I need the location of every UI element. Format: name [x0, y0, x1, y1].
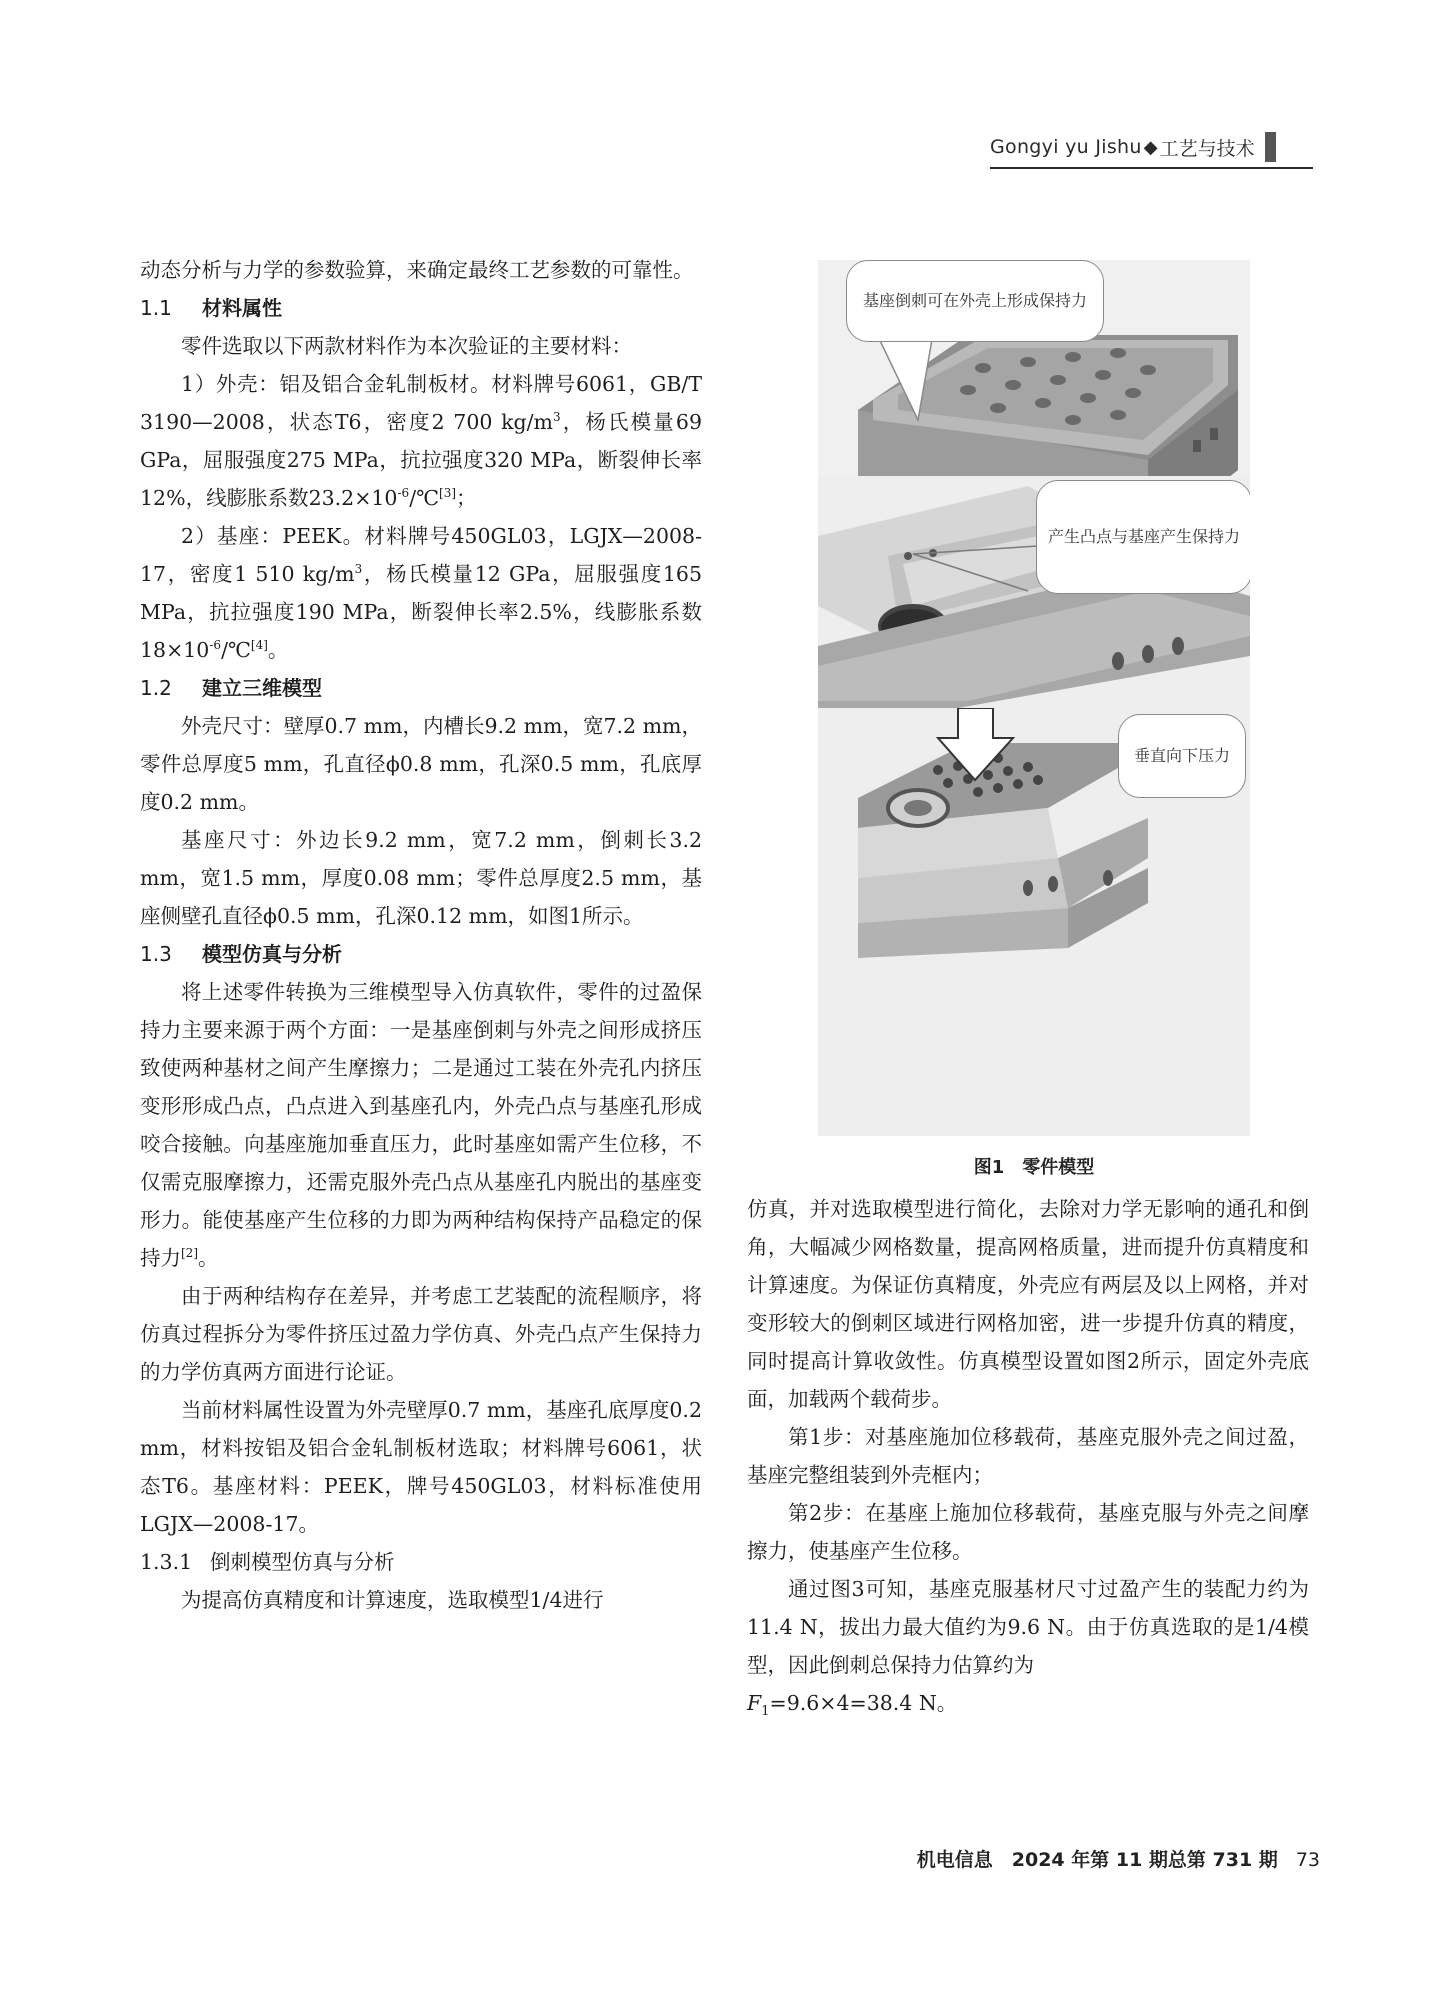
- callout-bump-force: 产生凸点与基座产生保持力: [1036, 480, 1250, 594]
- section-title: 材料属性: [202, 296, 282, 320]
- text: /℃: [221, 638, 251, 662]
- header-section: 工艺与技术: [1159, 137, 1255, 160]
- subscript: 1: [761, 1704, 770, 1720]
- force-symbol: F: [747, 1691, 762, 1715]
- superscript: 3: [354, 562, 363, 577]
- header-latin: Gongyi yu Jishu: [990, 136, 1142, 158]
- citation: [4]: [250, 638, 268, 653]
- page-number: 73: [1295, 1849, 1320, 1871]
- left-column: [140, 251, 702, 1619]
- running-header: [990, 127, 1302, 167]
- subsection-title: 倒刺模型仿真与分析: [210, 1550, 395, 1574]
- paragraph: 第1步：对基座施加位移载荷，基座克服外壳之间过盈，基座完整组装到外壳框内；: [747, 1425, 1309, 1487]
- paragraph: 仿真，并对选取模型进行简化，去除对力学无影响的通孔和倒角，大幅减少网格数量，提高网格质量，进而提升仿真精度和计算速度。为保证仿真精度，外壳应有两层及以上网格，并对变形较大的倒刺区域进行网格加密，进一步提升仿真的精度，同时提高计算收敛性。仿真模型设置如图2所示，固定外壳底面，加载两个载荷步。: [747, 1197, 1309, 1411]
- text: ；: [456, 486, 477, 510]
- paragraph: 通过图3可知，基座克服基材尺寸过盈产生的装配力约为11.4 N，拔出力最大值约为9.6 N。由于仿真选取的是1/4模型，因此倒刺总保持力估算约为: [747, 1577, 1309, 1677]
- callout-down-force: 垂直向下压力: [1118, 714, 1246, 798]
- superscript: -6: [397, 486, 410, 501]
- paragraph: 外壳尺寸：壁厚0.7 mm，内槽长9.2 mm，宽7.2 mm，零件总厚度5 mm，孔直径ϕ0.8 mm，孔深0.5 mm，孔底厚度0.2 mm。: [140, 714, 702, 814]
- text: 。: [267, 638, 289, 662]
- superscript: 3: [552, 410, 561, 425]
- section-heading: [140, 669, 702, 707]
- paragraph: 当前材料属性设置为外壳壁厚0.7 mm，基座孔底厚度0.2 mm，材料按铝及铝合金轧制板材选取；材料牌号6061，状态T6。基座材料：PEEK，牌号450GL03，材料标准使用LGJX—2008-17。: [140, 1398, 702, 1536]
- text: ，杨氏模量12 GPa，屈服强度165 MPa，抗拉强度190 MPa，断裂伸长率2.5%，线膨胀系数18×10: [140, 562, 702, 662]
- text: ，杨氏模量69 GPa，屈服强度275 MPa，抗拉强度320 MPa，断裂伸长率12%，线膨胀系数23.2×10: [140, 410, 703, 510]
- paragraph: 动态分析与力学的参数验算，来确定最终工艺参数的可靠性。: [140, 258, 694, 282]
- paragraph: 零件选取以下两款材料作为本次验证的主要材料：: [181, 334, 632, 358]
- citation: [2]: [181, 1246, 198, 1261]
- paragraph: [140, 517, 702, 669]
- paragraph: 第2步：在基座上施加位移载荷，基座克服与外壳之间摩擦力，使基座产生位移。: [747, 1501, 1309, 1563]
- header-rule: [990, 167, 1313, 169]
- subsection-heading: [140, 1543, 702, 1581]
- text: 1）外壳：铝及铝合金轧制板材。材料牌号6061，GB/T 3190—2008，状态T6，密度2 700 kg/m: [140, 372, 702, 434]
- header-bar-icon: [1265, 132, 1276, 162]
- callout-barb-force: 基座倒刺可在外壳上形成保持力: [846, 260, 1104, 342]
- paragraph: [140, 973, 702, 1277]
- right-column: [747, 1190, 1309, 1722]
- equation-text: =9.6×4=38.4 N。: [769, 1691, 958, 1715]
- figure-panel-bump: [818, 476, 1250, 708]
- page-footer: [880, 1845, 1320, 1872]
- section-title: 模型仿真与分析: [202, 942, 342, 966]
- text: 。: [198, 1246, 219, 1270]
- section-number: 1.2: [140, 676, 172, 700]
- paragraph: 由于两种结构存在差异，并考虑工艺装配的流程顺序，将仿真过程拆分为零件挤压过盈力学仿真、外壳凸点产生保持力的力学仿真两方面进行论证。: [140, 1284, 702, 1384]
- section-title: 建立三维模型: [202, 676, 322, 700]
- paragraph: 基座尺寸：外边长9.2 mm，宽7.2 mm，倒刺长3.2 mm，宽1.5 mm，厚度0.08 mm；零件总厚度2.5 mm，基座侧壁孔直径ϕ0.5 mm，孔深0.12 mm，如图1所示。: [140, 828, 702, 928]
- subsection-number: 1.3.1: [140, 1550, 193, 1574]
- figure-panel-base: [818, 708, 1250, 1136]
- journal-issue: 机电信息 2024 年第 11 期总第 731 期: [916, 1849, 1278, 1871]
- text: 将上述零件转换为三维模型导入仿真软件，零件的过盈保持力主要来源于两个方面：一是基座倒刺与外壳之间形成挤压致使两种基材之间产生摩擦力；二是通过工装在外壳孔内挤压变形形成凸点，凸点进入到基座孔内，外壳凸点与基座孔形成咬合接触。向基座施加垂直压力，此时基座如需产生位移，不仅需克服摩擦力，还需克服外壳凸点从基座孔内脱出的基座变形力。能使基座产生位移的力即为两种结构保持产品稳定的保持力: [140, 980, 702, 1270]
- section-number: 1.3: [140, 942, 172, 966]
- equation-line: [747, 1684, 1309, 1722]
- caption-number: 图1: [973, 1157, 1005, 1178]
- caption-title: 零件模型: [1022, 1157, 1095, 1178]
- diamond-icon: ◆: [1143, 136, 1158, 158]
- figure-caption: [818, 1153, 1250, 1179]
- citation: [3]: [439, 486, 457, 501]
- section-heading: [140, 289, 702, 327]
- text: 2）基座：PEEK。材料牌号450GL03，LGJX—2008-17，密度1 510 kg/m: [140, 524, 702, 586]
- superscript: -6: [209, 638, 222, 653]
- text: /℃: [409, 486, 440, 510]
- figure-part-model: [818, 260, 1250, 1136]
- section-heading: [140, 935, 702, 973]
- paragraph: [140, 365, 702, 517]
- section-number: 1.1: [140, 296, 172, 320]
- paragraph: 为提高仿真精度和计算速度，选取模型1/4进行: [181, 1588, 604, 1612]
